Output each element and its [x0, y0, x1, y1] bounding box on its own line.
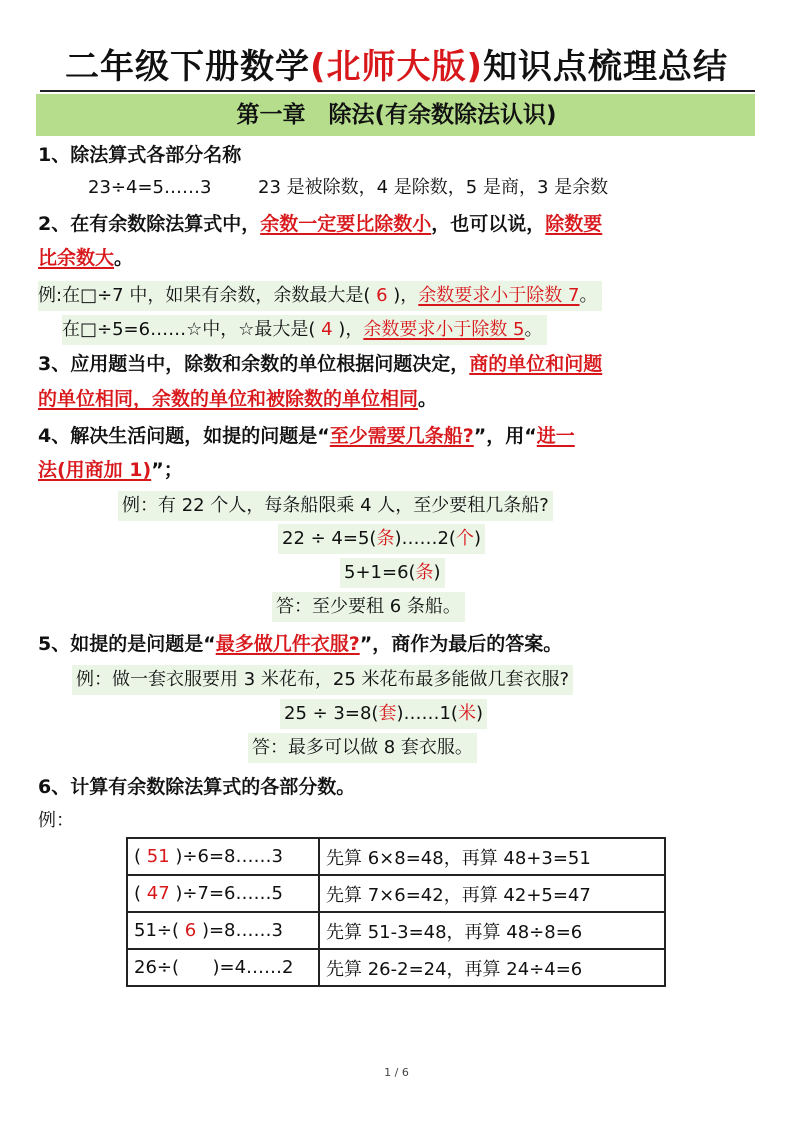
section-2-line-2: 比余数大。 — [38, 247, 134, 269]
table-cell-method: 先算 51-3=48，再算 48÷8=6 — [319, 912, 665, 949]
table-cell-equation: 26÷( )=4……2 — [127, 949, 319, 986]
section-4-line-2: 法(用商加 1)”； — [38, 459, 183, 481]
section-4-example: 例：有 22 个人，每条船限乘 4 人，至少要租几条船? — [118, 491, 553, 521]
table-row — [127, 912, 665, 949]
table-row — [127, 949, 665, 986]
section-4-line-1: 4、解决生活问题，如提的问题是“至少需要几条船?”，用“进一 — [38, 425, 575, 447]
table-cell-method: 先算 26-2=24，再算 24÷4=6 — [319, 949, 665, 986]
table-cell-method: 先算 7×6=42，再算 42+5=47 — [319, 875, 665, 912]
section-3-line-2: 的单位相同，余数的单位和被除数的单位相同。 — [38, 388, 438, 410]
section-4-calc-1: 22 ÷ 4=5(条)……2(个) — [278, 524, 485, 554]
section-1-equation: 23÷4=5……3 — [88, 177, 212, 198]
section-6-heading: 6、计算有余数除法算式的各部分数。 — [38, 776, 356, 798]
table-row — [127, 875, 665, 912]
title-underline — [40, 90, 755, 92]
exercise-table — [126, 837, 666, 987]
section-3-line-1: 3、应用题当中，除数和余数的单位根据问题决定，商的单位和问题 — [38, 353, 603, 375]
table-cell-method: 先算 6×8=48，再算 48+3=51 — [319, 838, 665, 875]
section-1-description: 23 是被除数，4 是除数，5 是商，3 是余数 — [258, 177, 609, 198]
section-5-example: 例：做一套衣服要用 3 米花布，25 米花布最多能做几套衣服? — [72, 665, 573, 695]
section-5-heading: 5、如提的是问题是“最多做几件衣服?”，商作为最后的答案。 — [38, 633, 563, 655]
section-4-answer: 答：至少要租 6 条船。 — [272, 592, 465, 622]
section-4-calc-2: 5+1=6(条) — [340, 558, 445, 588]
section-1-heading: 1、除法算式各部分名称 — [38, 144, 242, 166]
page-number: 1 / 6 — [384, 1066, 409, 1079]
chapter-title: 第一章 除法(有余数除法认识) — [236, 102, 557, 128]
section-2-example-1: 例:在□÷7 中，如果有余数，余数最大是( 6 )，余数要求小于除数 7。 — [38, 281, 602, 311]
table-cell-equation: ( 51 )÷6=8……3 — [127, 838, 319, 875]
table-cell-equation: 51÷( 6 )=8……3 — [127, 912, 319, 949]
section-5-answer: 答：最多可以做 8 套衣服。 — [248, 733, 477, 763]
table-row — [127, 838, 665, 875]
section-6-example-label: 例： — [38, 810, 74, 831]
section-2-line-1: 2、在有余数除法算式中，余数一定要比除数小，也可以说，除数要 — [38, 213, 603, 235]
table-cell-equation: ( 47 )÷7=6……5 — [127, 875, 319, 912]
document-title: 二年级下册数学(北师大版)知识点梳理总结 — [64, 47, 729, 87]
section-2-example-2: 在□÷5=6……☆中，☆最大是( 4 )，余数要求小于除数 5。 — [62, 315, 547, 345]
section-5-calc: 25 ÷ 3=8(套)……1(米) — [280, 699, 487, 729]
